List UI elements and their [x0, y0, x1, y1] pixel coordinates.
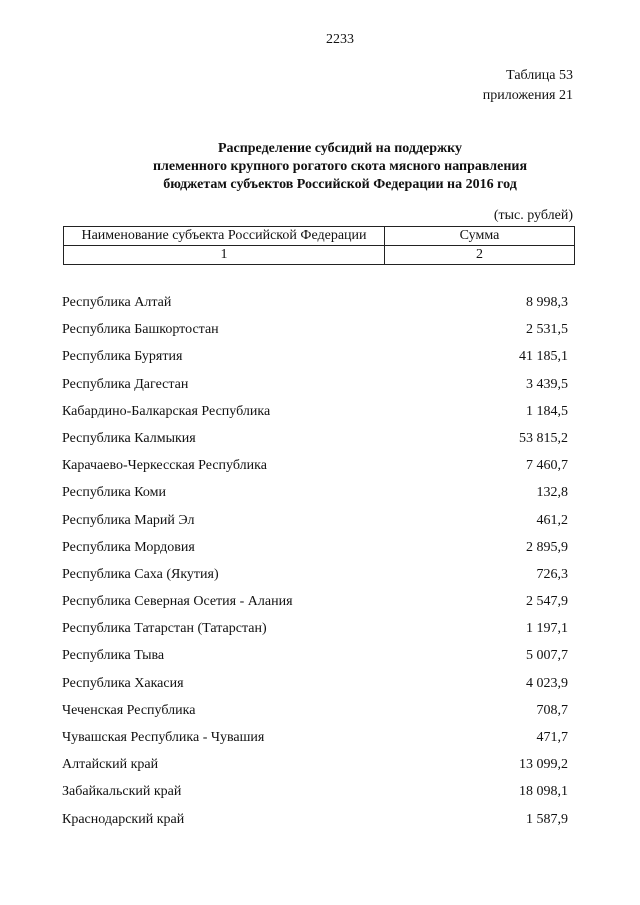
subsidy-amount: 41 185,1: [519, 349, 568, 365]
subsidy-amount: 2 547,9: [526, 594, 568, 610]
subsidy-amount: 726,3: [536, 566, 568, 582]
table-row: [62, 566, 568, 593]
column-header-row: [64, 227, 575, 246]
table-row: [62, 647, 568, 674]
subsidy-amount: 2 895,9: [526, 539, 568, 555]
table-row: [62, 484, 568, 511]
document-title: [0, 140, 640, 194]
region-name: Республика Татарстан (Татарстан): [62, 621, 267, 637]
region-name: Кабардино-Балкарская Республика: [62, 403, 271, 419]
subsidy-amount: 4 023,9: [526, 675, 568, 691]
table-row: [62, 675, 568, 702]
table-row: [62, 294, 568, 321]
table-row: [62, 702, 568, 729]
region-name: Чеченская Республика: [62, 702, 196, 718]
table-row: [62, 811, 568, 838]
column-index-name: 1: [64, 246, 385, 265]
subsidy-amount: 13 099,2: [519, 757, 568, 773]
table-row: [62, 593, 568, 620]
region-name: Республика Мордовия: [62, 539, 195, 555]
subsidy-amount: 3 439,5: [526, 376, 568, 392]
subsidy-amount: 7 460,7: [526, 458, 568, 474]
title-line-3: бюджетам субъектов Российской Федерации на 2016 год: [163, 177, 517, 192]
region-name: Республика Хакасия: [62, 675, 184, 691]
appendix-reference: приложения 21: [482, 88, 573, 103]
region-name: Краснодарский край: [62, 811, 185, 827]
subsidy-amount: 2 531,5: [526, 322, 568, 338]
region-name: Чувашская Республика - Чувашия: [62, 730, 265, 745]
subsidy-amount: 5 007,7: [526, 648, 568, 664]
table-row: [62, 620, 568, 647]
table-row: [62, 783, 568, 810]
page-number: 2233: [326, 32, 354, 47]
region-name: Карачаево-Черкесская Республика: [62, 458, 267, 474]
subsidy-amount: 461,2: [536, 512, 568, 528]
subsidy-amount: 1 197,1: [526, 621, 568, 637]
subsidy-amount: 708,7: [536, 702, 568, 718]
table-row: [62, 539, 568, 566]
region-name: Республика Марий Эл: [62, 512, 195, 528]
region-name: Республика Коми: [62, 485, 166, 501]
region-name: Алтайский край: [62, 757, 159, 773]
table-header: [63, 226, 575, 265]
table-row: [62, 348, 568, 375]
region-name: Забайкальский край: [62, 784, 182, 800]
table-row: [62, 376, 568, 403]
table-row: [62, 403, 568, 430]
subsidy-amount: 8 998,3: [526, 295, 568, 310]
title-line-2: племенного крупного рогатого скота мясного направления: [152, 159, 528, 174]
subsidy-amount: 18 098,1: [519, 784, 568, 800]
table-row: [62, 729, 568, 756]
column-header-sum: Сумма: [385, 227, 575, 246]
region-name: Республика Калмыкия: [62, 430, 196, 446]
region-name: Республика Башкортостан: [62, 322, 219, 338]
region-name: Республика Алтай: [62, 295, 172, 310]
table-row: [62, 512, 568, 539]
subsidy-amount: 132,8: [536, 485, 568, 501]
title-line-1: Распределение субсидий на поддержку: [217, 141, 463, 156]
subsidy-amount: 53 815,2: [519, 430, 568, 446]
table-row: [62, 457, 568, 484]
subsidy-amount: 471,7: [536, 730, 568, 745]
subsidy-amount: 1 184,5: [526, 403, 568, 419]
region-name: Республика Бурятия: [62, 349, 183, 365]
table-row: [62, 321, 568, 348]
region-name: Республика Северная Осетия - Алания: [62, 594, 293, 610]
column-index-row: [64, 246, 575, 265]
table-row: [62, 430, 568, 457]
region-name: Республика Тыва: [62, 648, 165, 664]
region-name: Республика Дагестан: [62, 376, 189, 392]
region-name: Республика Саха (Якутия): [62, 566, 219, 582]
table-reference: [483, 66, 573, 106]
table-body: [62, 294, 568, 838]
table-row: [62, 756, 568, 783]
column-header-name: Наименование субъекта Российской Федерации: [64, 227, 385, 246]
subsidy-amount: 1 587,9: [526, 811, 568, 827]
column-index-sum: 2: [385, 246, 575, 265]
table-number: Таблица 53: [506, 68, 573, 83]
units-label: (тыс. рублей): [493, 208, 573, 223]
